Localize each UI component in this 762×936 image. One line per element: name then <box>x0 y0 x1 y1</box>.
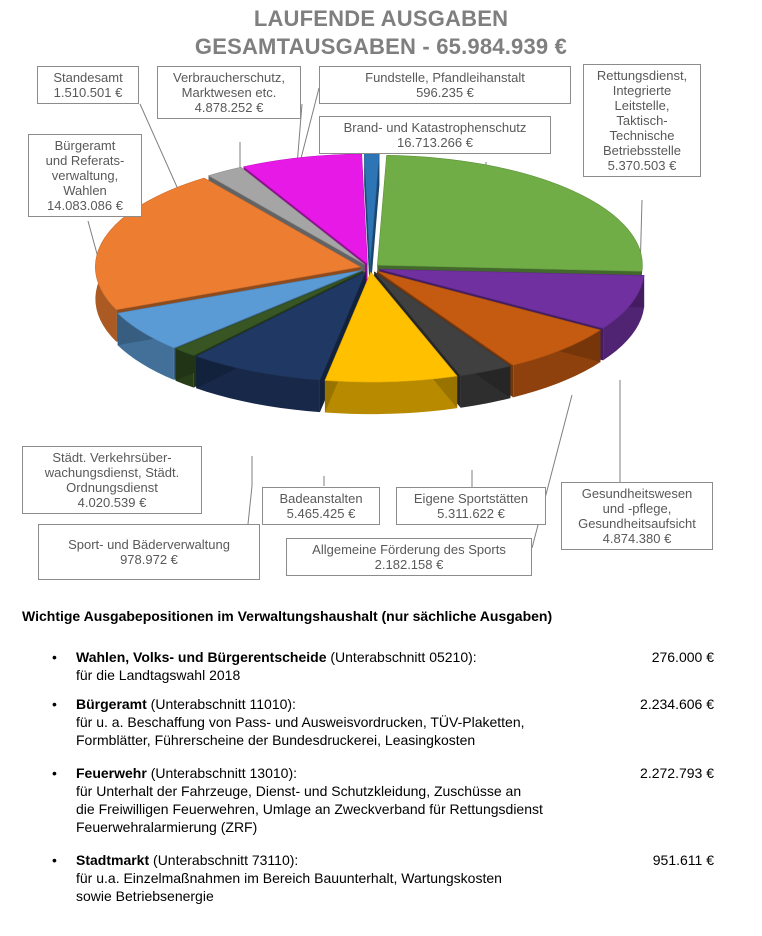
label-value: 14.083.086 € <box>47 198 123 213</box>
label-name-6: Betriebsstelle <box>602 143 682 158</box>
label-name-2: wachungsdienst, Städt. <box>44 465 180 480</box>
label-name: Eigene Sportstätten <box>413 491 529 506</box>
label-name: Fundstelle, Pfandleihanstalt <box>365 70 525 85</box>
label-name: Rettungsdienst, <box>596 68 688 83</box>
item-subsection: (Unterabschnitt 13010): <box>146 765 298 781</box>
label-name-5: Technische <box>609 128 675 143</box>
label-value: 4.878.252 € <box>194 100 264 115</box>
label-name-3: Gesundheitsaufsicht <box>578 516 696 531</box>
label-value: 1.510.501 € <box>53 85 123 100</box>
label-value: 2.182.158 € <box>374 557 444 572</box>
label-value: 5.465.425 € <box>286 506 356 521</box>
label-name: Badeanstalten <box>279 491 363 506</box>
label-verkehrsueberwachung <box>22 446 202 514</box>
label-value: 16.713.266 € <box>397 135 473 150</box>
bullet: • <box>52 649 57 665</box>
item-description: für u.a. Einzelmaßnahmen im Bereich Bauunterhalt, Wartungskosten sowie Betriebsenergie <box>76 870 502 904</box>
label-fundstelle <box>319 66 571 104</box>
label-gesundheitswesen <box>561 482 713 550</box>
label-name-2: Marktwesen etc. <box>181 85 277 100</box>
bullet: • <box>52 696 57 712</box>
bullet: • <box>52 765 57 781</box>
label-value: 5.311.622 € <box>437 506 505 521</box>
label-brandschutz <box>319 116 551 154</box>
label-name-3: Leitstelle, <box>614 98 670 113</box>
item-title: Bürgeramt <box>76 696 147 712</box>
leader-line <box>248 486 252 524</box>
label-verbraucherschutz <box>157 66 301 119</box>
label-name: Verbraucherschutz, <box>172 70 285 85</box>
section-heading: Wichtige Ausgabepositionen im Verwaltungshaushalt (nur sächliche Ausgaben) <box>22 608 553 624</box>
bullet: • <box>52 852 57 868</box>
label-value: 4.874.380 € <box>602 531 672 546</box>
label-name: Gesundheitswesen <box>581 486 693 501</box>
label-name: Sport- und Bäderverwaltung <box>68 537 230 552</box>
chart-title-line1: LAUFENDE AUSGABEN <box>253 6 509 31</box>
item-subsection: (Unterabschnitt 05210): <box>326 649 477 665</box>
label-value: 4.020.539 € <box>77 495 147 510</box>
item-amount: 2.234.606 € <box>640 696 714 712</box>
item-subsection: (Unterabschnitt 11010): <box>146 696 296 712</box>
label-name-2: und -pflege, <box>602 501 672 516</box>
item-description: für u. a. Beschaffung von Pass- und Ausweisvordrucken, TÜV-Plaketten, Formblätter, Führerscheine der Bundesdruckerei, Leasingkosten <box>76 714 525 748</box>
item-title: Stadtmarkt <box>76 852 150 868</box>
item-body <box>76 648 596 684</box>
label-buergeramt <box>28 134 142 217</box>
label-name-3: Ordnungsdienst <box>66 480 158 495</box>
label-value: 596.235 € <box>416 85 474 100</box>
chart-title-line2: GESAMTAUSGABEN - 65.984.939 € <box>194 34 568 59</box>
label-name-2: und Referats- <box>45 153 125 168</box>
label-standesamt <box>37 66 139 104</box>
item-body <box>76 851 596 905</box>
label-eigene-sportstaetten <box>396 487 546 525</box>
label-sport-baederverwaltung <box>38 524 260 580</box>
item-title: Wahlen, Volks- und Bürgerentscheide <box>76 649 327 665</box>
item-amount: 2.272.793 € <box>640 765 714 781</box>
item-body <box>76 695 596 749</box>
item-subsection: (Unterabschnitt 73110): <box>149 852 299 868</box>
label-rettungsdienst <box>583 64 701 177</box>
label-name-3: verwaltung, <box>51 168 119 183</box>
label-name: Allgemeine Förderung des Sports <box>312 542 506 557</box>
item-title: Feuerwehr <box>76 765 147 781</box>
label-foerderung-sport <box>286 538 532 576</box>
item-amount: 276.000 € <box>651 649 714 665</box>
item-description: für die Landtagswahl 2018 <box>76 667 241 683</box>
label-value: 978.972 € <box>120 552 178 567</box>
label-value: 5.370.503 € <box>607 158 677 173</box>
label-name: Bürgeramt <box>54 138 116 153</box>
label-name-4: Taktisch- <box>616 113 668 128</box>
item-amount: 951.611 € <box>652 852 714 868</box>
label-name: Standesamt <box>53 70 123 85</box>
label-name-2: Integrierte <box>612 83 672 98</box>
item-description: für Unterhalt der Fahrzeuge, Dienst- und Schutzkleidung, Zuschüsse an die Freiwilligen Feuerwehren, Umlage an Zweckverband für Rettungsdienst Feuerwehralarmierung (ZRF) <box>76 783 543 835</box>
label-name: Brand- und Katastrophenschutz <box>343 120 527 135</box>
label-name: Städt. Verkehrsüber- <box>52 450 172 465</box>
label-name-4: Wahlen <box>63 183 107 198</box>
label-badeanstalten <box>262 487 380 525</box>
item-body <box>76 764 596 836</box>
